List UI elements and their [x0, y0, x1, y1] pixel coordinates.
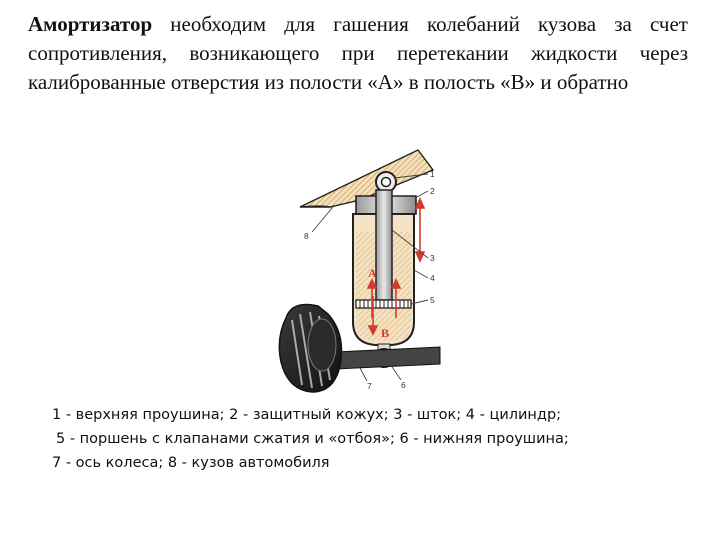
label-b: В — [381, 326, 390, 340]
caption-line-3: 7 - ось колеса; 8 - кузов автомобиля — [52, 455, 330, 471]
callout-3: 3 — [430, 253, 435, 263]
caption-line-1: 1 - верхняя проушина; 2 - защитный кожух; 3 - шток; 4 - цилиндр; — [52, 407, 562, 423]
caption-line-2: 5 - поршень с клапанами сжатия и «отбоя»; 6 - нижняя проушина; — [56, 431, 569, 447]
figure-caption — [52, 403, 672, 475]
callout-5: 5 — [430, 295, 435, 305]
intro-text: необходим для гашения колебаний кузова за счет сопротивления, возникающего при перетекании жидкости через калиброванные отверстия из полости «А» в полость «В» и обратно — [28, 12, 688, 94]
callout-6: 6 — [401, 380, 406, 390]
piston-rod — [376, 190, 392, 300]
label-a: А — [368, 266, 377, 280]
wheel — [279, 305, 341, 393]
callout-4: 4 — [430, 273, 435, 283]
wheel-axle — [336, 347, 440, 369]
callout-8: 8 — [304, 231, 309, 241]
callout-7: 7 — [367, 381, 372, 391]
piston — [356, 300, 411, 308]
callout-1: 1 — [430, 169, 435, 179]
intro-term: Амортизатор — [28, 12, 153, 36]
callout-2: 2 — [430, 186, 435, 196]
